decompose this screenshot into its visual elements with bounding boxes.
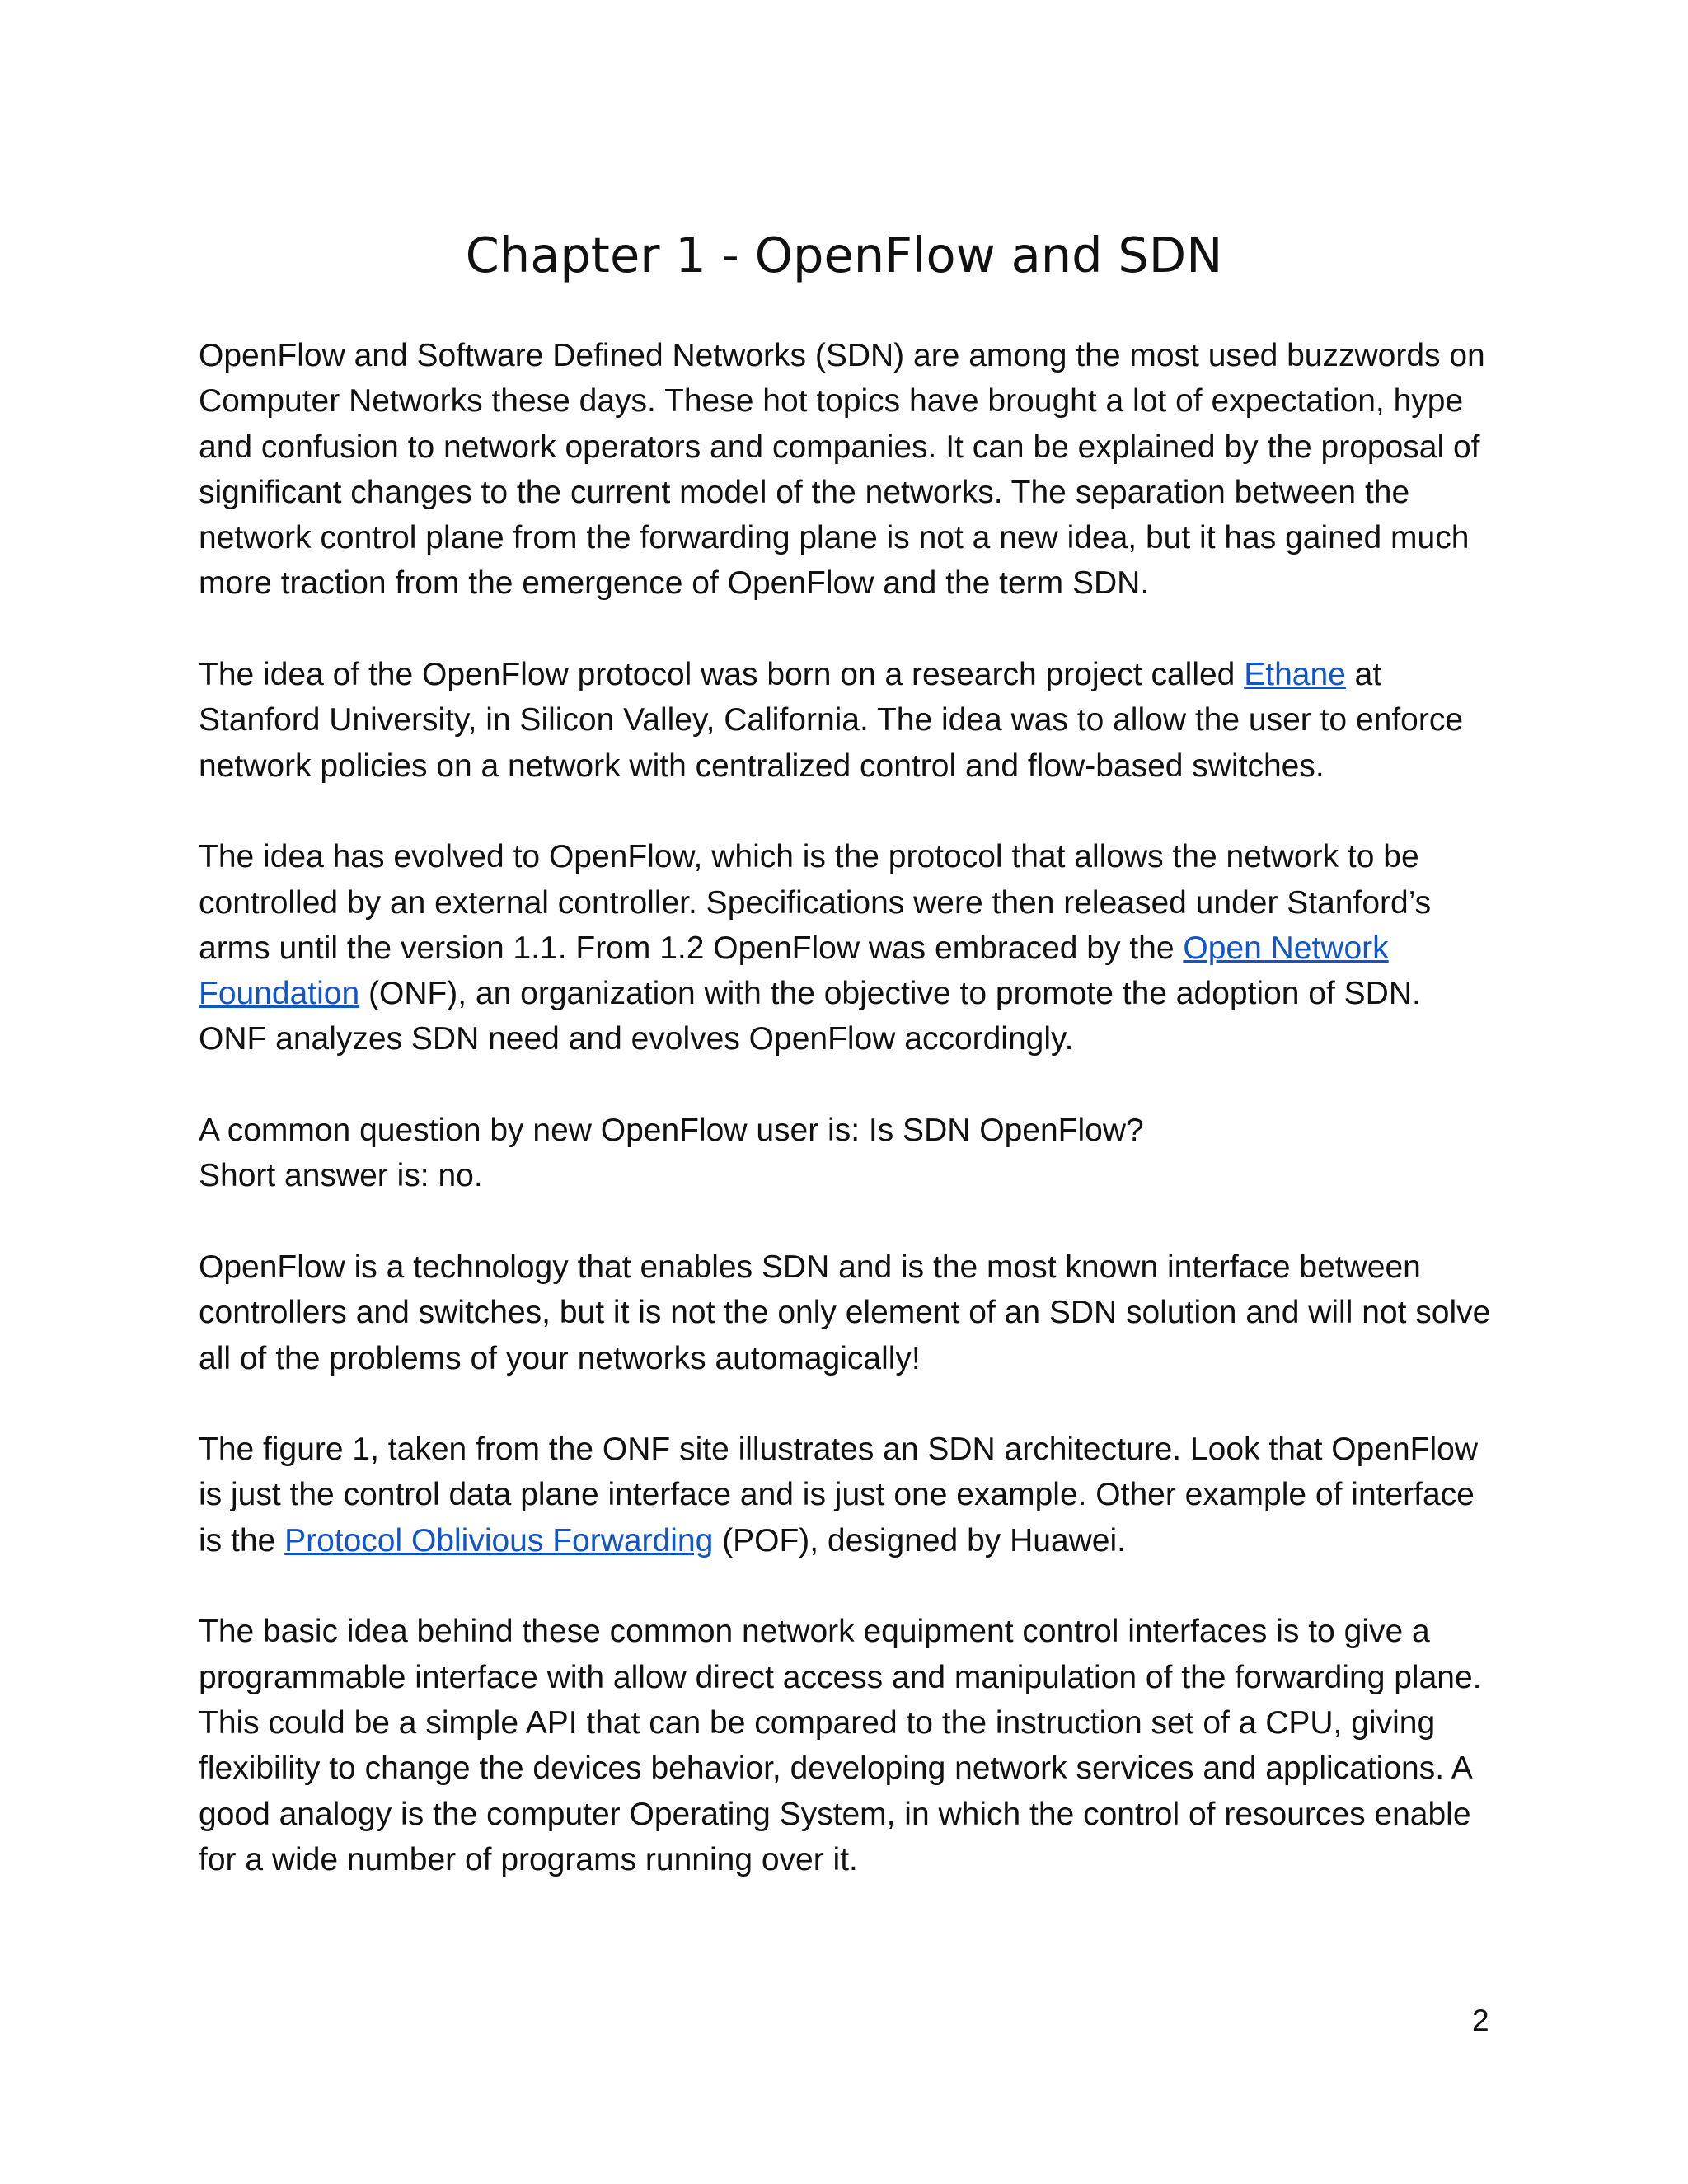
- open-network-foundation-link[interactable]: Open Network: [1183, 930, 1389, 966]
- text-line: This could be a simple API that can be compared to the instruction set of a CPU, giving: [199, 1704, 1436, 1741]
- text-segment: is the: [199, 1522, 285, 1558]
- text-segment: at: [1345, 657, 1382, 693]
- text-line: network policies on a network with centralized control and flow-based switches.: [199, 748, 1325, 784]
- text-line: [199, 971, 1583, 1016]
- text-line: more traction from the emergence of OpenFlow and the term SDN.: [199, 565, 1150, 602]
- text-line: [199, 652, 1583, 697]
- text-line: [199, 926, 1583, 971]
- text-line: The figure 1, taken from the ONF site illustrates an SDN architecture. Look that OpenFlow: [199, 1432, 1479, 1468]
- body-text: [199, 333, 1583, 1928]
- paragraph-technology: [199, 1244, 1583, 1381]
- text-line: good analogy is the computer Operating System, in which the control of resources enable: [199, 1796, 1471, 1832]
- text-line: Computer Networks these days. These hot topics have brought a lot of expectation, hype: [199, 383, 1464, 419]
- text-line: programmable interface with allow direct access and manipulation of the forwarding plane.: [199, 1659, 1482, 1695]
- text-line: for a wide number of programs running over it.: [199, 1841, 858, 1877]
- text-line: Stanford University, in Silicon Valley, California. The idea was to allow the user to enforce: [199, 702, 1464, 738]
- text-line: is just the control data plane interface and is just one example. Other example of interface: [199, 1477, 1475, 1513]
- text-line: A common question by new OpenFlow user is: Is SDN OpenFlow?: [199, 1113, 1144, 1149]
- text-segment: The idea of the OpenFlow protocol was born on a research project called: [199, 657, 1245, 693]
- text-line: OpenFlow and Software Defined Networks (SDN) are among the most used buzzwords on: [199, 338, 1485, 373]
- text-line: OpenFlow is a technology that enables SDN and is the most known interface between: [199, 1249, 1421, 1285]
- text-line: controlled by an external controller. Specifications were then released under Stanford’s: [199, 884, 1432, 921]
- paragraph-basic-idea: [199, 1609, 1583, 1882]
- paragraph-ethane: [199, 652, 1583, 789]
- text-segment: (ONF), an organization with the objective to promote the adoption of SDN.: [359, 976, 1421, 1012]
- text-line: and confusion to network operators and companies. It can be explained by the proposal of: [199, 429, 1480, 465]
- protocol-oblivious-forwarding-link[interactable]: Protocol Oblivious Forwarding: [284, 1522, 714, 1558]
- open-network-foundation-link-continued[interactable]: Foundation: [199, 976, 360, 1012]
- page-number: 2: [1472, 2004, 1489, 2037]
- text-segment: arms until the version 1.1. From 1.2 OpenFlow was embraced by the: [199, 930, 1184, 966]
- text-line: significant changes to the current model of the networks. The separation between the: [199, 474, 1410, 510]
- paragraph-intro: [199, 333, 1583, 607]
- paragraph-onf: [199, 834, 1583, 1062]
- chapter-title: Chapter 1 - OpenFlow and SDN: [465, 227, 1223, 284]
- text-line: all of the problems of your networks automagically!: [199, 1340, 921, 1376]
- text-line: [199, 1518, 1583, 1563]
- text-line: network control plane from the forwarding plane is not a new idea, but it has gained much: [199, 520, 1470, 556]
- paragraph-question: [199, 1108, 1583, 1199]
- text-line: The basic idea behind these common network equipment control interfaces is to give a: [199, 1614, 1430, 1650]
- text-line: ONF analyzes SDN need and evolves OpenFlow accordingly.: [199, 1021, 1074, 1057]
- text-line: Short answer is: no.: [199, 1158, 483, 1194]
- text-segment: (POF), designed by Huawei.: [713, 1522, 1126, 1558]
- text-line: The idea has evolved to OpenFlow, which is the protocol that allows the network to be: [199, 839, 1419, 875]
- text-line: flexibility to change the devices behavior, developing network services and applications. A: [199, 1750, 1473, 1787]
- paragraph-figure: [199, 1427, 1583, 1563]
- text-line: controllers and switches, but it is not the only element of an SDN solution and will not solve: [199, 1295, 1491, 1331]
- ethane-link[interactable]: Ethane: [1244, 657, 1346, 693]
